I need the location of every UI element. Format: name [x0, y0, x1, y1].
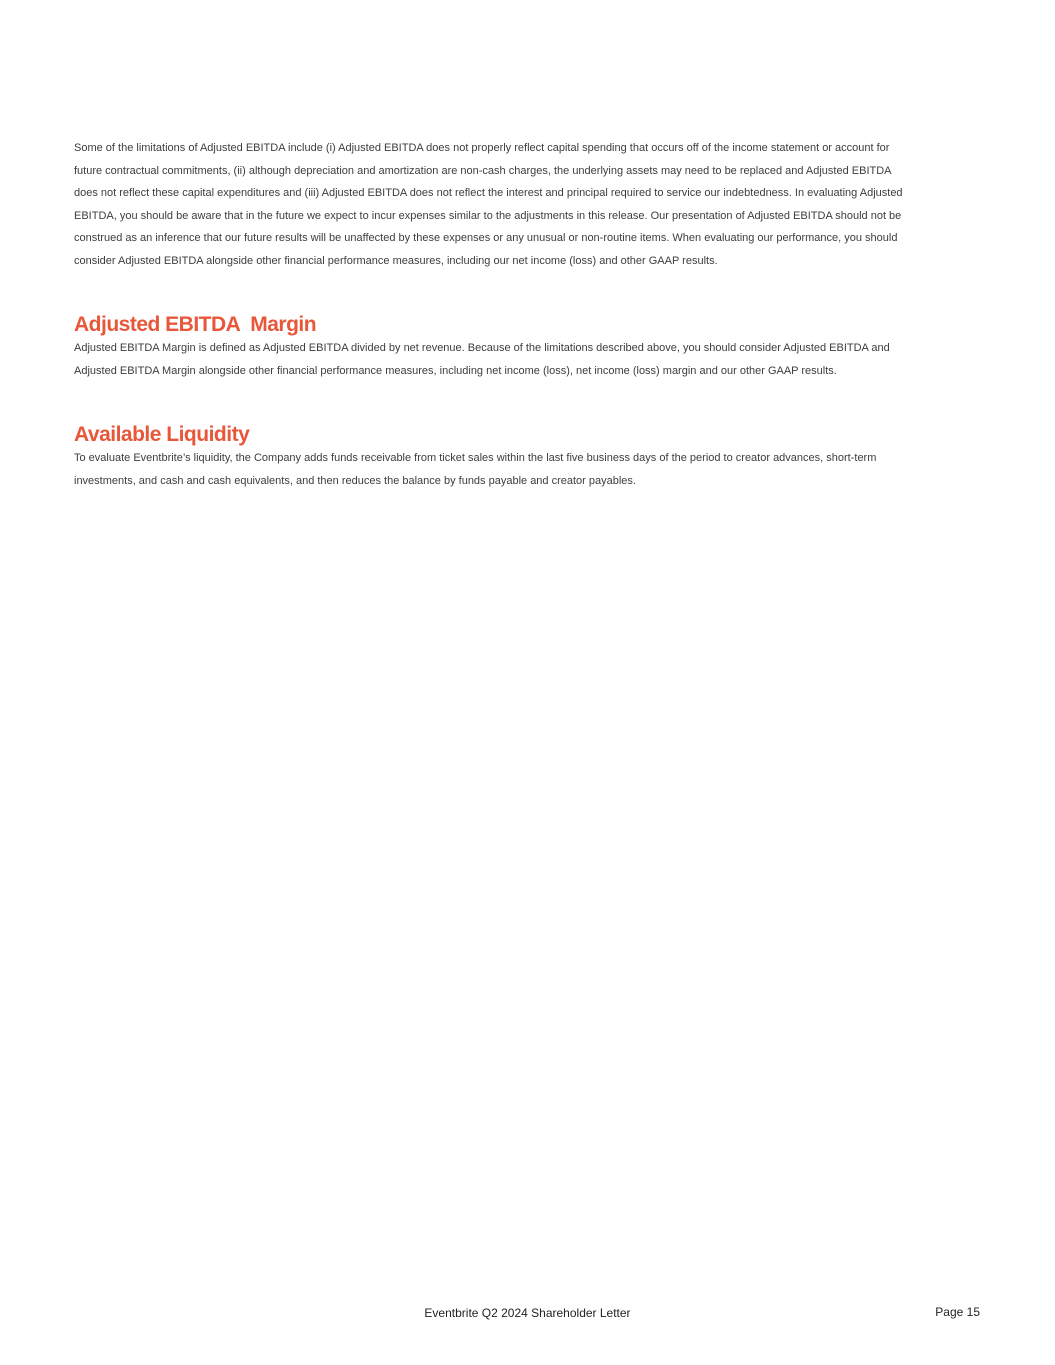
section-heading-available-liquidity: Available Liquidity	[74, 423, 250, 446]
intro-paragraph: Some of the limitations of Adjusted EBITDA include (i) Adjusted EBITDA does not properly reflect capital spending that occurs off of the income statement or account for future contractual commitments, (ii) although depreciation and amortization are non-cash charges, the underlying assets may need to be replaced and Adjusted EBITDA does not reflect these capital expenditures and (iii) Adjusted EBITDA does not reflect the interest and principal required to service our indebtedness. In evaluating Adjusted EBITDA, you should be aware that in the future we expect to incur expenses similar to the adjustments in this release. Our presentation of Adjusted EBITDA should not be construed as an inference that our future results will be unaffected by these expenses or any unusual or non-routine items. When evaluating our performance, you should consider Adjusted EBITDA alongside other financial performance measures, including our net income (loss) and other GAAP results.	[74, 142, 903, 267]
section-text-available-liquidity: To evaluate Eventbrite’s liquidity, the Company adds funds receivable from ticket sales within the last five business days of the period to creator advances, short-term investments, and cash and cash equivalents, and then reduces the balance by funds payable and creator payables.	[74, 452, 877, 487]
section-text-adjusted-ebitda-margin: Adjusted EBITDA Margin is defined as Adjusted EBITDA divided by net revenue. Because of the limitations described above, you should consider Adjusted EBITDA and Adjusted EBITDA Margin alongside other financial performance measures, including net income (loss), net income (loss) margin and our other GAAP results.	[74, 342, 890, 377]
footer-document-title: Eventbrite Q2 2024 Shareholder Letter	[424, 1306, 631, 1320]
section-heading-adjusted-ebitda-margin: Adjusted EBITDA Margin	[74, 313, 317, 336]
footer-page-number	[935, 1305, 980, 1319]
page-label: Page	[935, 1305, 964, 1319]
page-number-value: 15	[966, 1305, 980, 1319]
page-content	[74, 137, 904, 492]
